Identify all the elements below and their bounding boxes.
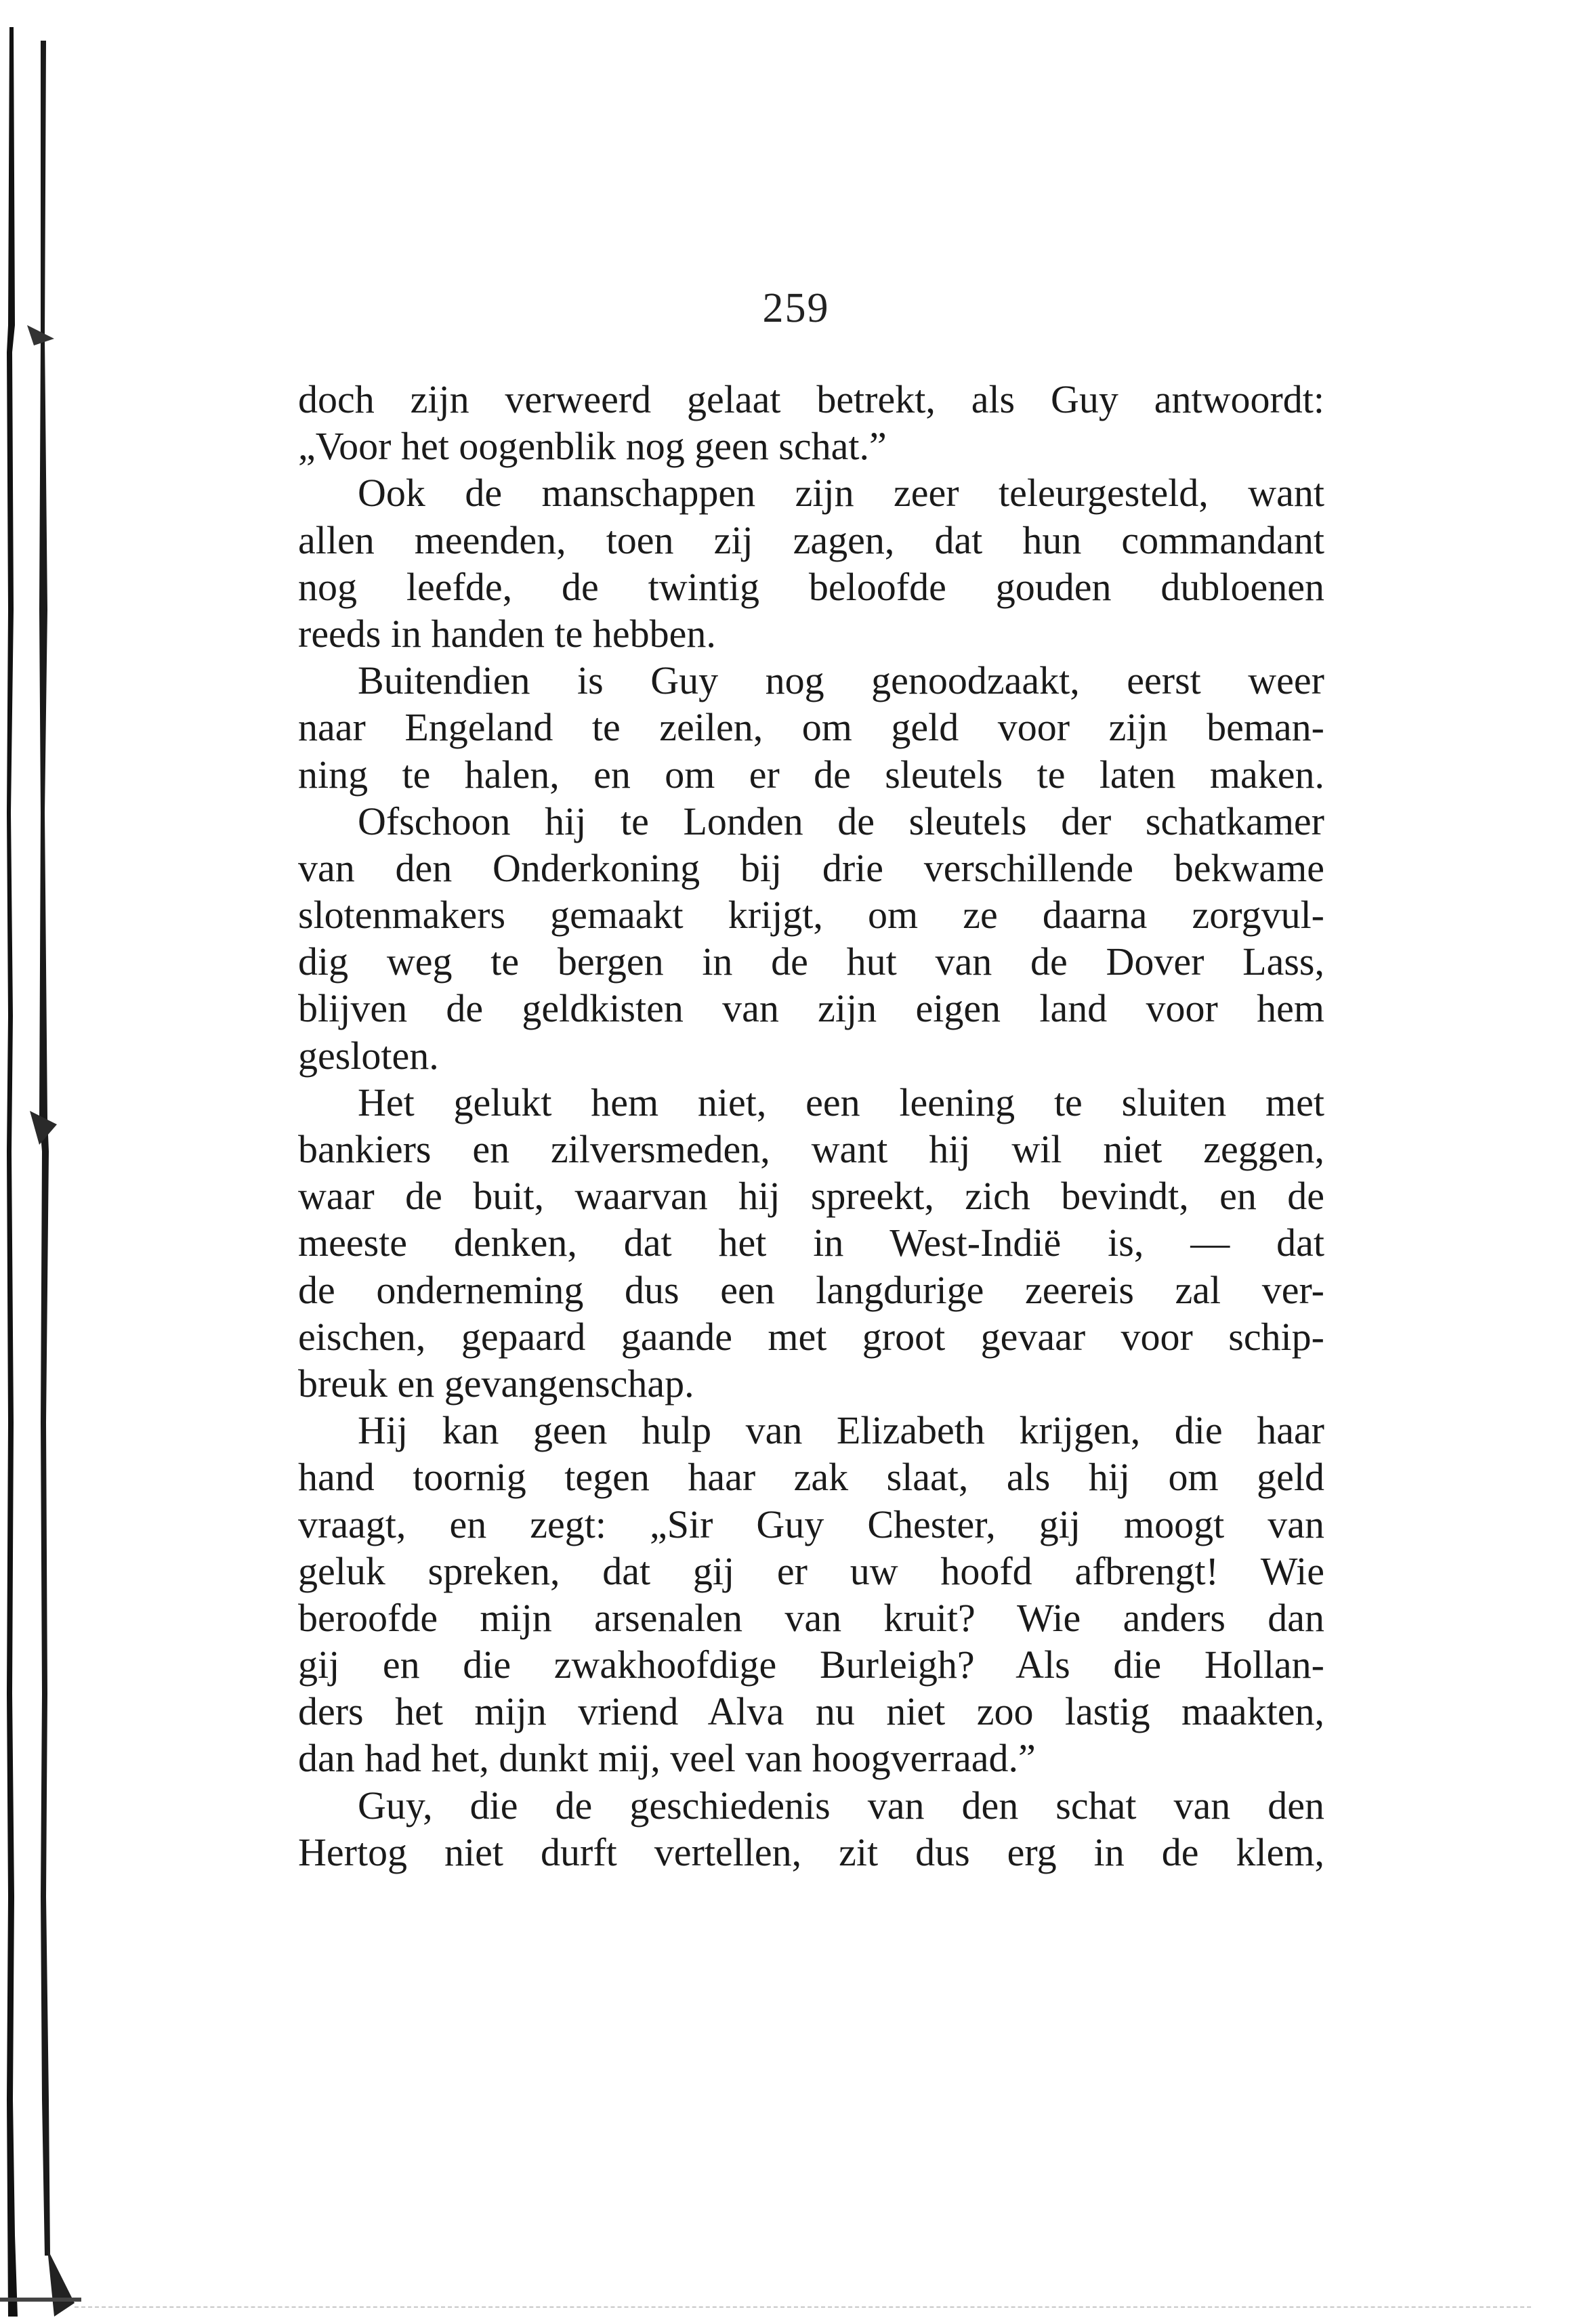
text-line: waar de buit, waarvan hij spreekt, zich bevindt, en de (298, 1174, 1324, 1219)
text-line: ders het mijn vriend Alva nu niet zoo lastig maakten, (298, 1689, 1324, 1734)
text-line: Guy, die de geschiedenis van den schat van den (358, 1783, 1324, 1827)
text-line: van den Onderkoning bij drie verschillende bekwame (298, 845, 1324, 890)
body-text (298, 376, 1324, 1876)
text-line: geluk spreken, dat gij er uw hoofd afbrengt! Wie (298, 1548, 1324, 1593)
text-line: beroofde mijn arsenalen van kruit? Wie anders dan (298, 1595, 1324, 1640)
text-line: gesloten. (298, 1033, 439, 1078)
page-number: 259 (762, 285, 830, 331)
text-line: vraagt, en zegt: „Sir Guy Chester, gij moogt van (298, 1502, 1324, 1546)
text-line: eischen, gepaard gaande met groot gevaar voor schip- (298, 1314, 1324, 1359)
text-line: Hertog niet durft vertellen, zit dus erg in de klem, (298, 1830, 1324, 1874)
text-line: hand toornig tegen haar zak slaat, als hij om geld (298, 1455, 1324, 1500)
text-line: slotenmakers gemaakt krijgt, om ze daarna zorgvul- (298, 893, 1324, 937)
text-line: doch zijn verweerd gelaat betrekt, als Guy antwoordt: (298, 377, 1324, 421)
text-line: bankiers en zilversmeden, want hij wil niet zeggen, (298, 1127, 1324, 1171)
text-line: Hij kan geen hulp van Elizabeth krijgen, die haar (358, 1408, 1324, 1453)
text-line: blijven de geldkisten van zijn eigen land voor hem (298, 986, 1324, 1031)
text-line: allen meenden, toen zij zagen, dat hun commandant (298, 517, 1324, 562)
text-line: dan had het, dunkt mij, veel van hoogverraad.” (298, 1736, 1036, 1781)
text-line: dig weg te bergen in de hut van de Dover Lass, (298, 939, 1324, 984)
text-line: gij en die zwakhoofdige Burleigh? Als die Hollan- (298, 1643, 1324, 1687)
text-line: meeste denken, dat het in West-Indië is, — dat (298, 1221, 1324, 1265)
text-line: reeds in handen te hebben. (298, 611, 716, 656)
text-line: breuk en gevangenschap. (298, 1361, 694, 1406)
text-line: „Voor het oogenblik nog geen schat.” (298, 424, 887, 469)
text-line: Buitendien is Guy nog genoodzaakt, eerst weer (358, 658, 1324, 703)
page-bottom-edge (75, 2306, 1531, 2308)
binding-edge (0, 0, 81, 2324)
text-line: Ook de manschappen zijn zeer teleurgesteld, want (358, 471, 1324, 515)
text-line: Ofschoon hij te Londen de sleutels der schatkamer (358, 799, 1324, 843)
text-line: ning te halen, en om er de sleutels te laten maken. (298, 752, 1324, 797)
text-line: Het gelukt hem niet, een leening te sluiten met (358, 1080, 1324, 1124)
text-line: de onderneming dus een langdurige zeereis zal ver- (298, 1267, 1324, 1312)
text-line: nog leefde, de twintig beloofde gouden dubloenen (298, 564, 1324, 609)
text-line: naar Engeland te zeilen, om geld voor zijn beman- (298, 705, 1324, 750)
